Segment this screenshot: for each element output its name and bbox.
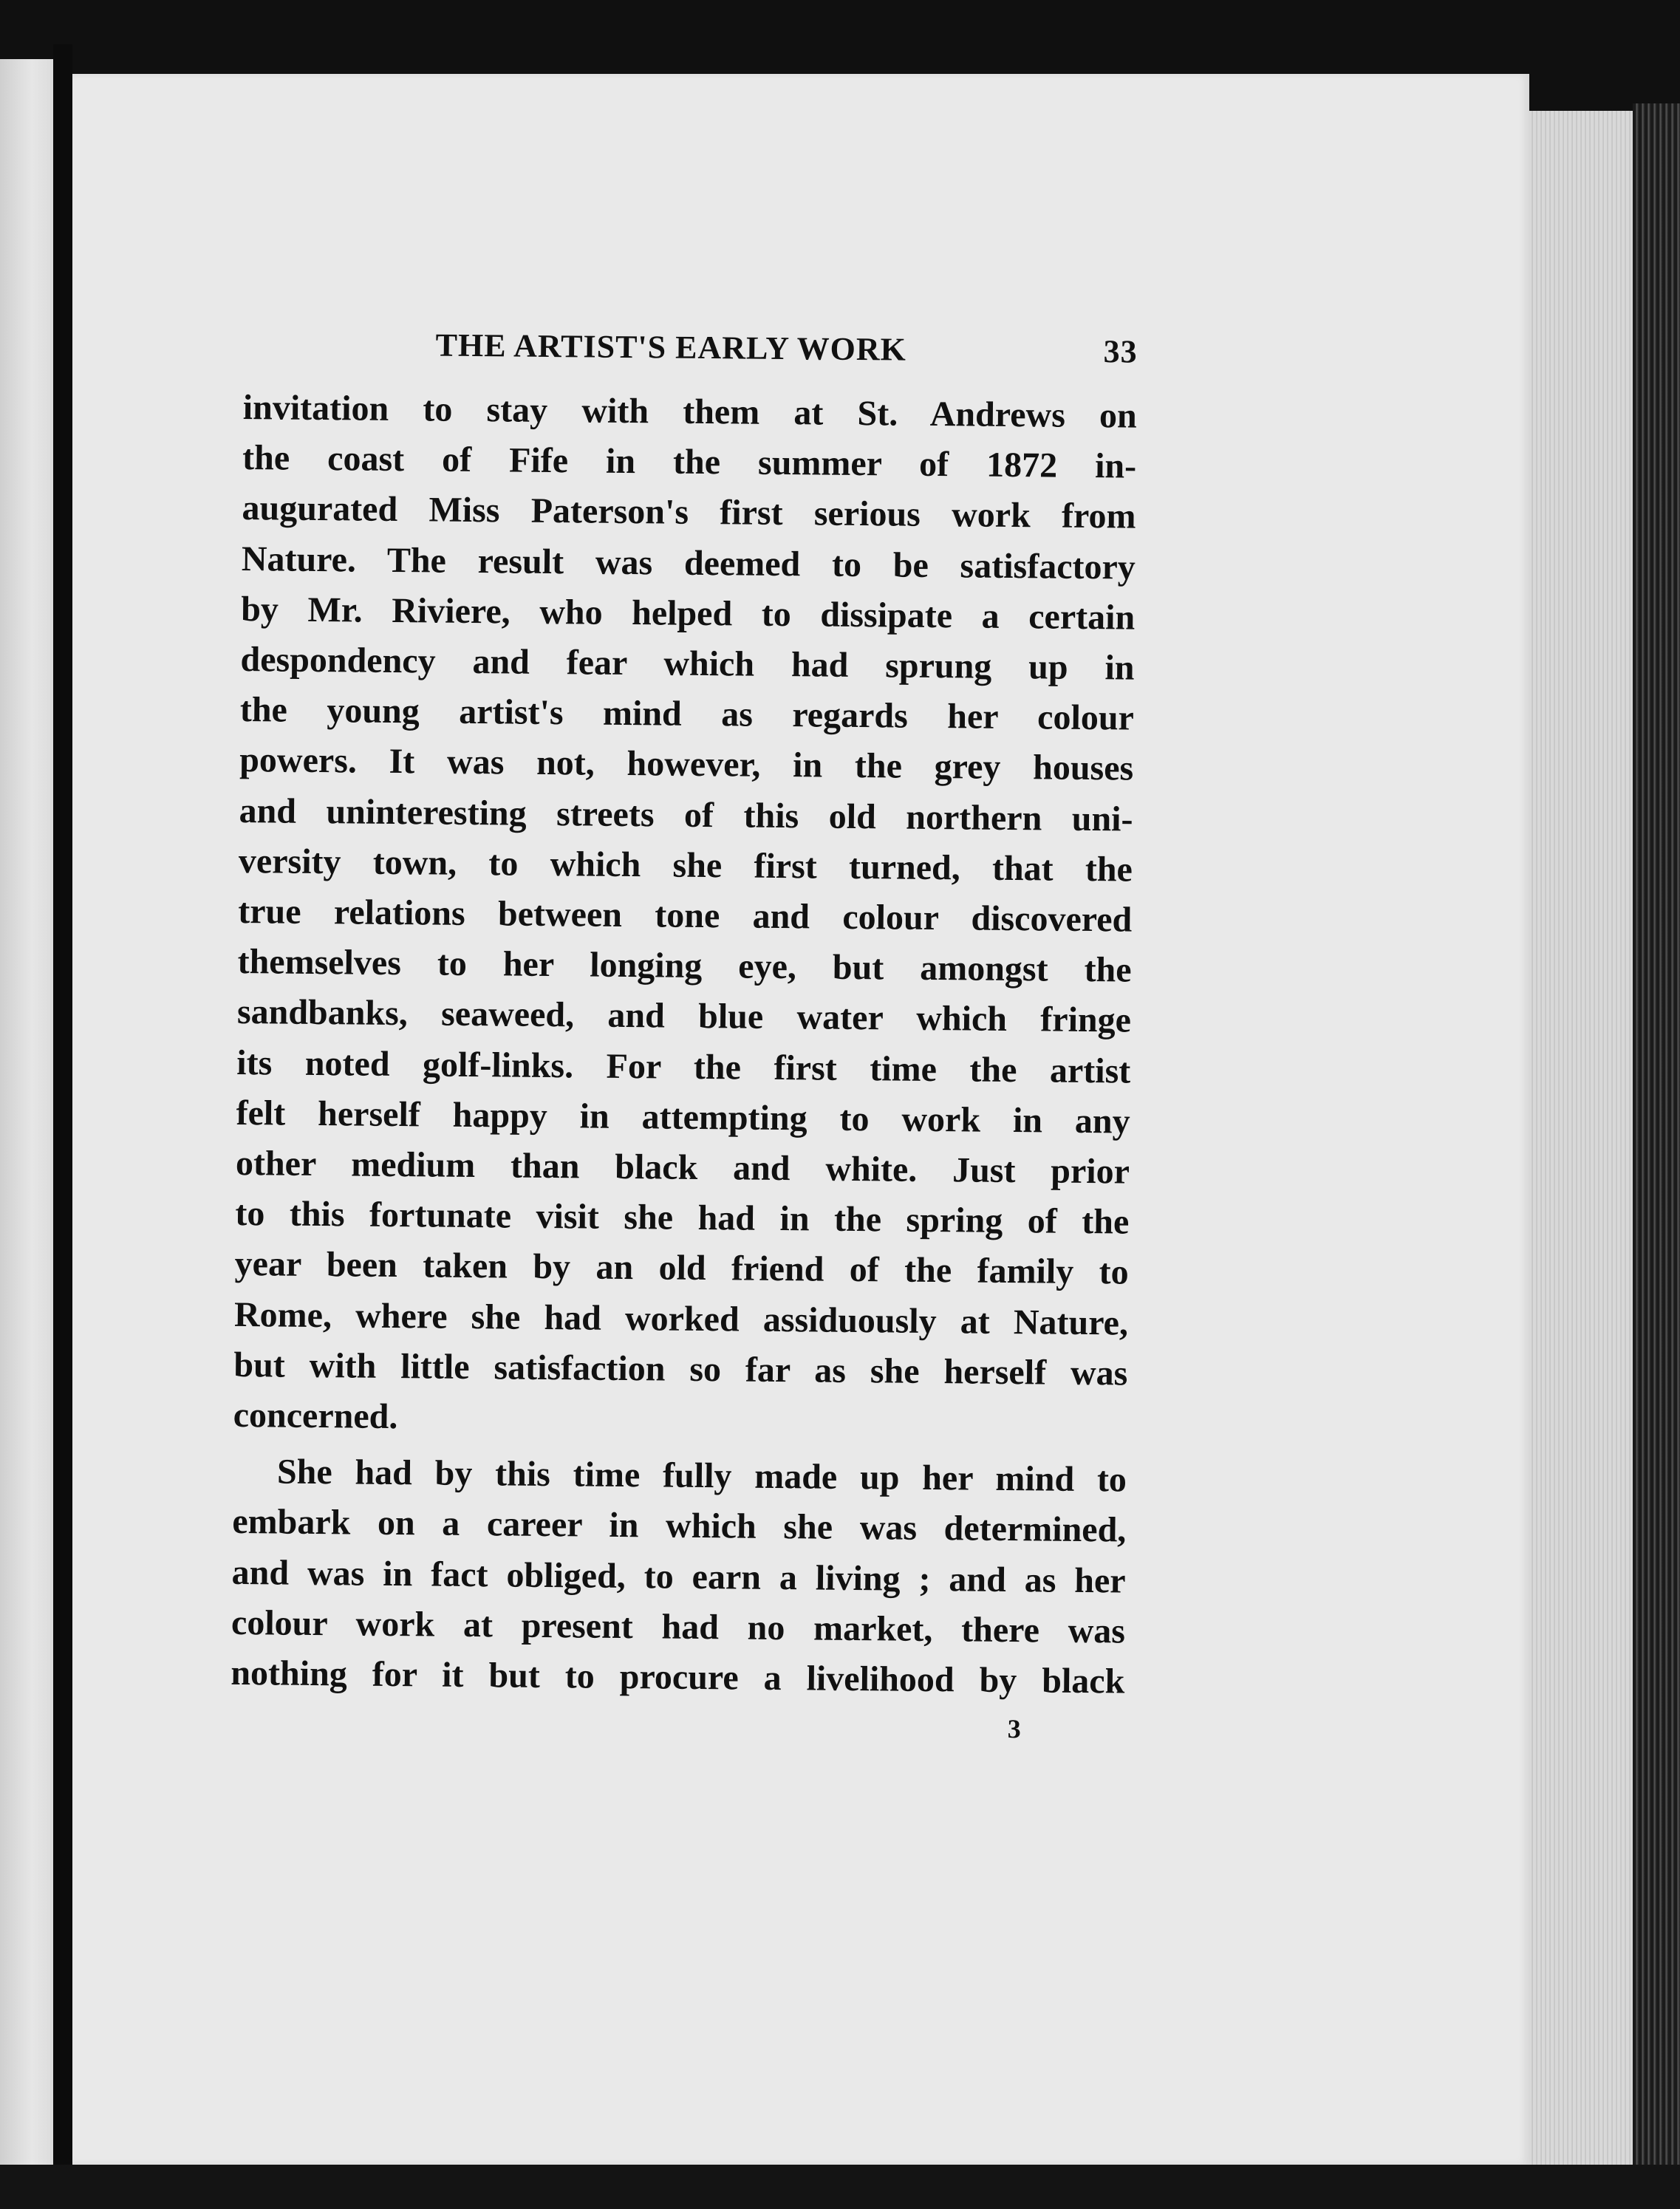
page-text-block — [231, 318, 1138, 1749]
text-line: colour work at present had no market, there was — [231, 1602, 1126, 1651]
text-line: true relations between tone and colour discovered — [238, 891, 1133, 940]
text-line: She had by this time fully made up her mind to — [276, 1452, 1127, 1500]
page-block-edges — [1529, 111, 1633, 2194]
text-line: Nature. The result was deemed to be satisfactory — [241, 539, 1136, 587]
text-line: embark on a career in which she was determined, — [232, 1502, 1127, 1551]
text-line: felt herself happy in attempting to work in any — [236, 1093, 1130, 1141]
text-line: despondency and fear which had sprung up in — [240, 639, 1135, 688]
text-line: sandbanks, seaweed, and blue water which fringe — [236, 992, 1132, 1041]
text-line: to this fortunate visit she had in the spring of the — [235, 1194, 1130, 1242]
text-line: the coast of Fife in the summer of 1872 in- — [242, 438, 1137, 486]
text-line: versity town, to which she first turned, that the — [238, 841, 1133, 890]
signature-mark: 3 — [1007, 1714, 1021, 1744]
text-line: but with little satisfaction so far as she herself was — [233, 1345, 1128, 1393]
text-line: and uninteresting streets of this old northern uni- — [239, 791, 1133, 839]
text-line: by Mr. Riviere, who helped to dissipate a certain — [240, 589, 1136, 638]
text-line: and was in fact obliged, to earn a living ; and as her — [231, 1552, 1126, 1601]
text-line: Rome, where she had worked assiduously at Nature, — [233, 1294, 1129, 1343]
text-line: themselves to her longing eye, but amongst the — [237, 942, 1132, 990]
paragraph-2 — [231, 1447, 1127, 1707]
text-line: other medium than black and white. Just prior — [235, 1143, 1130, 1192]
running-head-title: THE ARTIST'S EARLY WORK — [435, 327, 907, 368]
paragraph-1 — [233, 383, 1137, 1450]
page-number: 33 — [1103, 333, 1138, 370]
book-gutter — [53, 44, 72, 2187]
text-line: powers. It was not, however, in the grey houses — [239, 740, 1134, 789]
text-line: nothing for it but to procure a livelihood by black — [231, 1653, 1125, 1701]
text-line: year been taken by an old friend of the family to — [234, 1244, 1129, 1293]
text-line: its noted golf-links. For the first time the artist — [236, 1042, 1131, 1091]
running-head — [243, 318, 1138, 378]
text-line: augurated Miss Paterson's first serious work from — [242, 488, 1136, 537]
text-line: concerned. — [233, 1395, 398, 1437]
scan-background — [0, 2165, 1680, 2209]
book-cover-edge — [1633, 103, 1680, 2209]
text-line: the young artist's mind as regards her colour — [239, 690, 1135, 738]
facing-page-edge — [0, 59, 53, 2187]
text-line: invitation to stay with them at St. Andrews on — [242, 387, 1138, 436]
